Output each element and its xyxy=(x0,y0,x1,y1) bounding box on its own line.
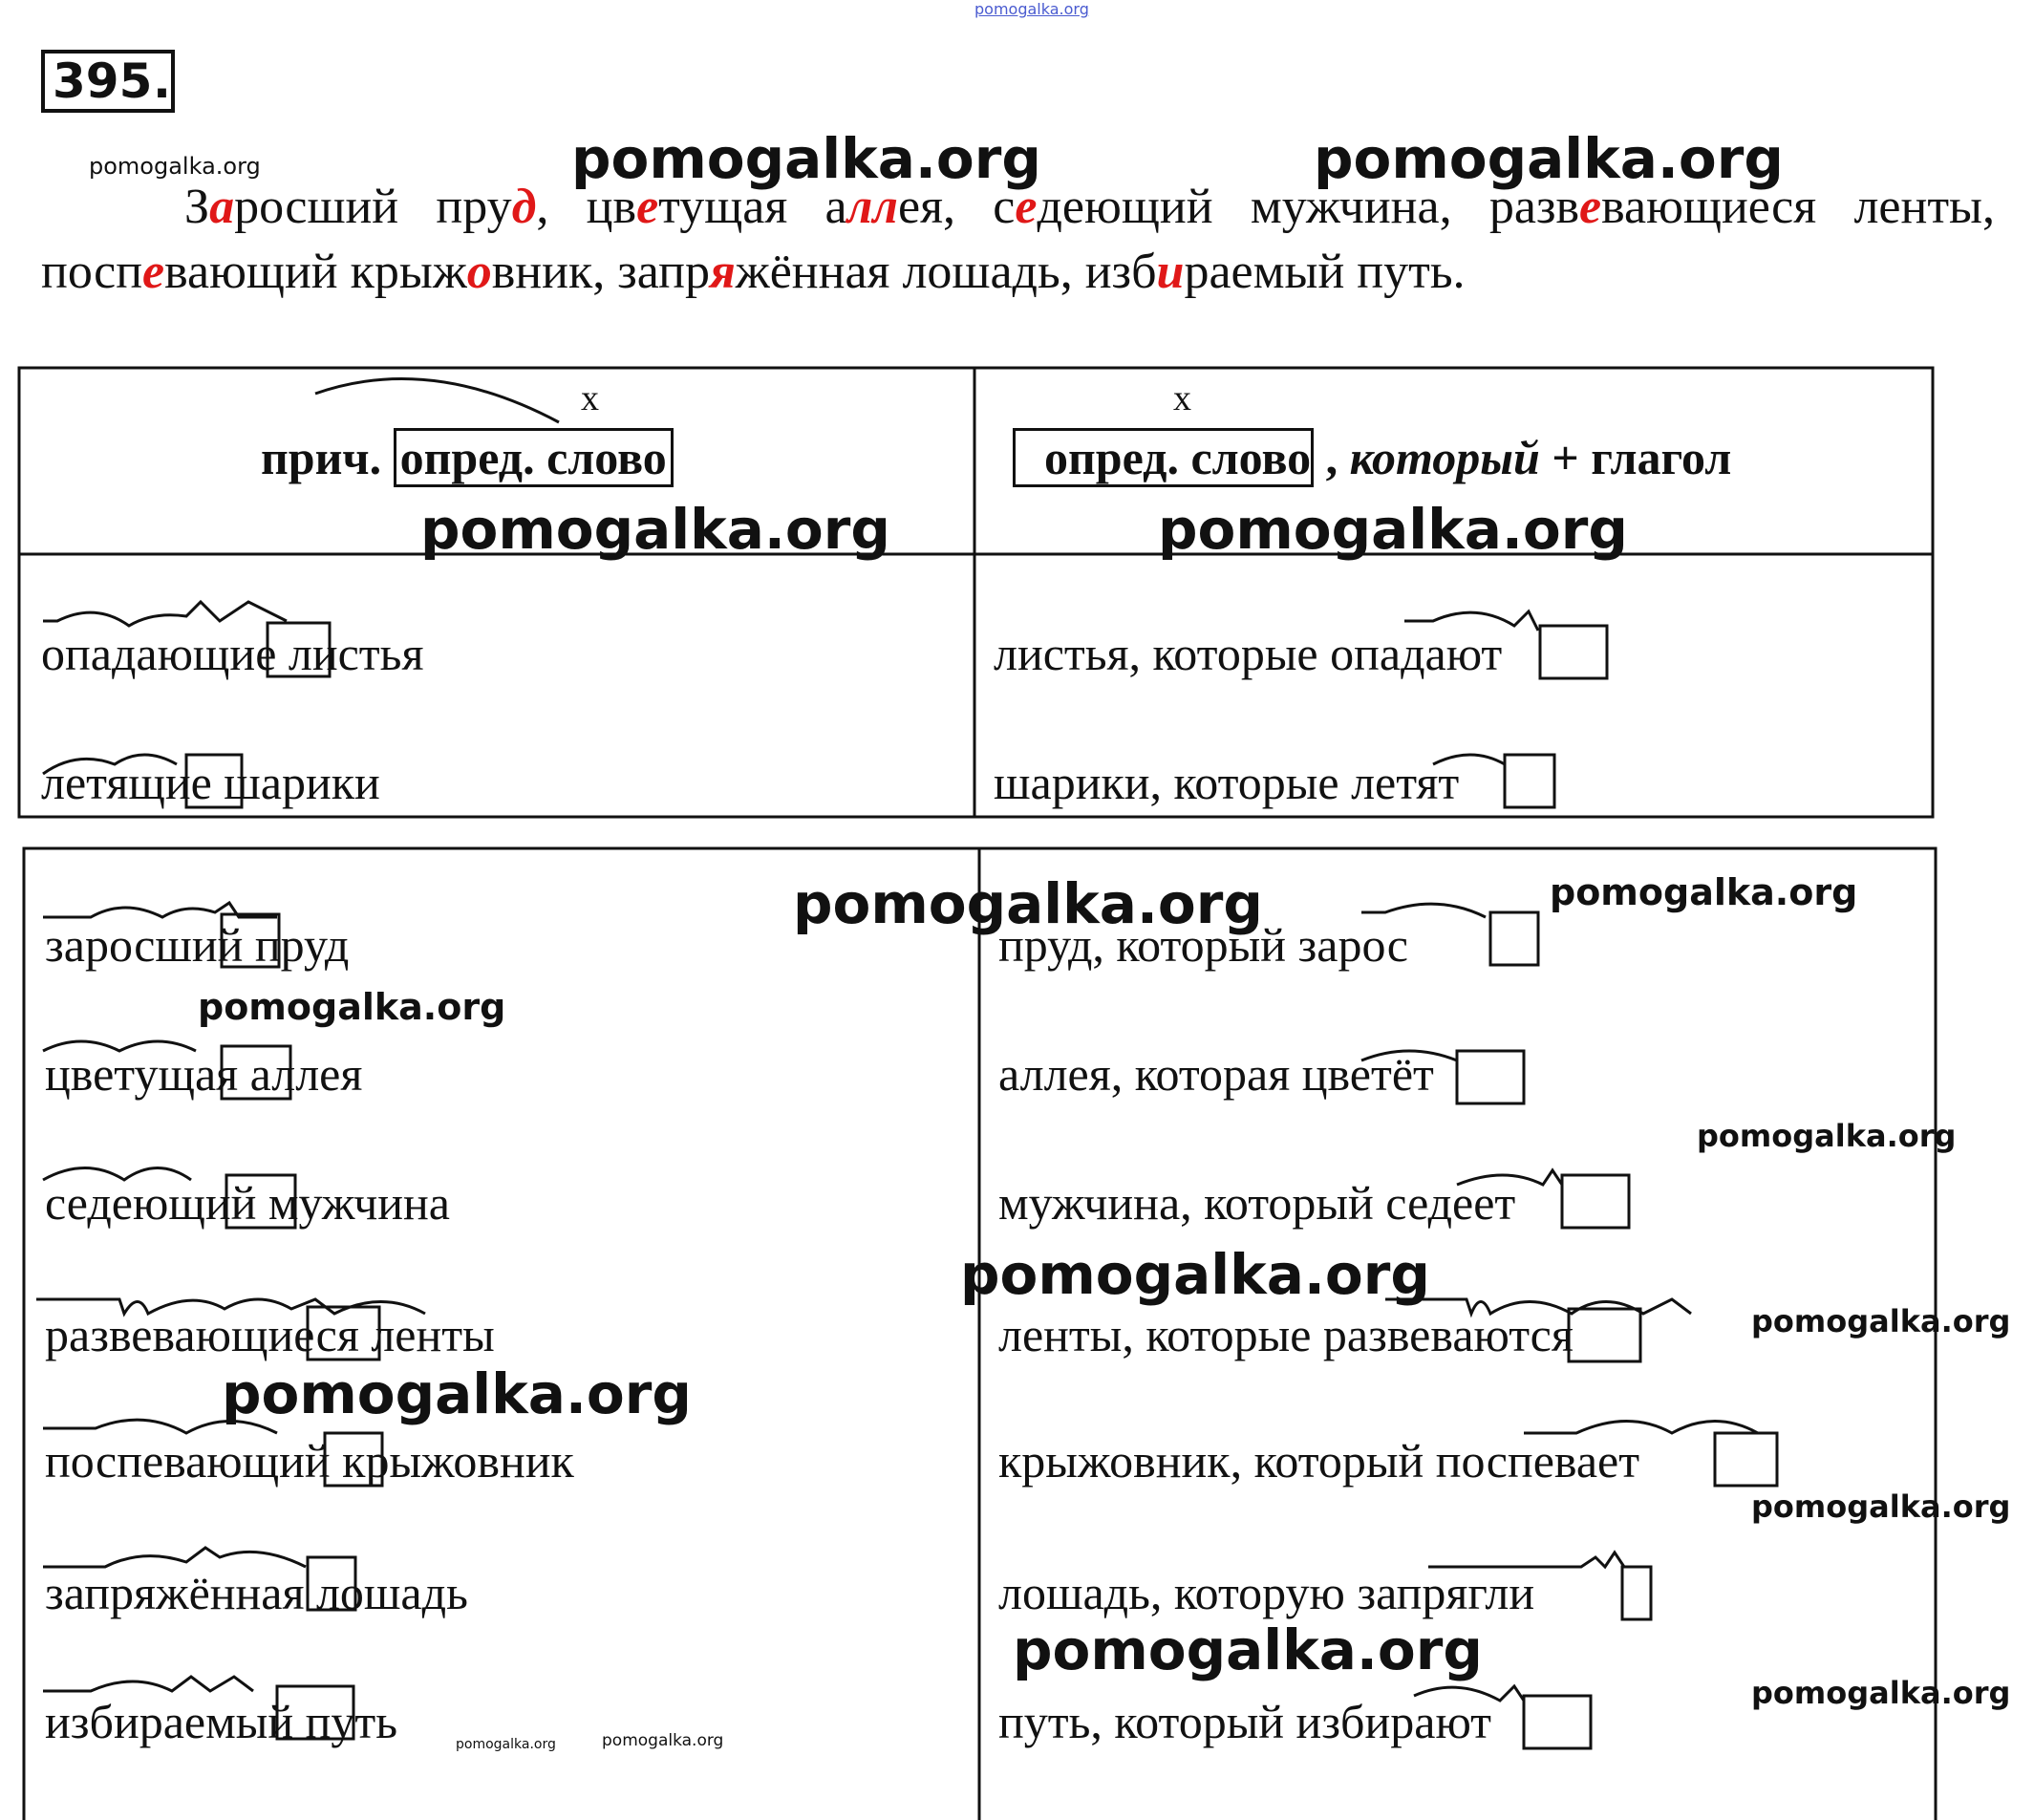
watermark: pomogalka.org xyxy=(420,497,890,562)
text-segment: росший пру xyxy=(234,180,512,234)
highlighted-letter: лл xyxy=(846,180,898,234)
answer-left-1: заросший пруд xyxy=(45,918,350,972)
answer-right-3: мужчина, который седеет xyxy=(998,1176,1516,1230)
exercise-number: 395 xyxy=(41,50,175,113)
highlighted-letter: е xyxy=(142,245,165,299)
watermark: pomogalka.org xyxy=(198,986,506,1028)
highlighted-letter: е xyxy=(1015,180,1038,234)
header-right-comma: , xyxy=(1314,431,1338,484)
answer-right-1: пруд, который зарос xyxy=(998,918,1408,972)
text-segment: З xyxy=(184,180,210,234)
highlighted-letter: д xyxy=(511,180,537,234)
header-left-boxed: опред. слово xyxy=(394,428,674,487)
example-right-1: листья, которые опадают xyxy=(994,627,1503,680)
text-segment: тущая а xyxy=(658,180,847,234)
stress-mark: x xyxy=(1173,378,1191,418)
highlighted-letter: о xyxy=(466,245,492,299)
answer-left-6: запряжённая лошадь xyxy=(45,1566,468,1619)
watermark: pomogalka.org xyxy=(793,871,1263,936)
exercise-number-dot: . xyxy=(153,54,171,109)
text-segment: вник, запр xyxy=(491,245,710,299)
watermark: pomogalka.org xyxy=(1751,1675,2011,1711)
highlighted-letter: а xyxy=(209,180,235,234)
watermark: pomogalka.org xyxy=(571,126,1041,191)
watermark: pomogalka.org xyxy=(602,1731,724,1750)
header-right-boxed: опред. слово xyxy=(1013,428,1314,487)
watermark: pomogalka.org xyxy=(974,0,1089,18)
answer-left-2: цветущая аллея xyxy=(45,1047,363,1101)
highlighted-letter: е xyxy=(636,180,659,234)
example-left-2: летящие шарики xyxy=(41,756,380,809)
stress-mark: x xyxy=(581,378,599,418)
watermark: pomogalka.org xyxy=(89,153,261,180)
example-left-1: опадающие листья xyxy=(41,627,424,680)
answer-right-4: ленты, которые развеваются xyxy=(998,1308,1574,1361)
text-segment: раемый путь. xyxy=(1184,245,1466,299)
watermark: pomogalka.org xyxy=(1550,871,1858,913)
answer-left-3: седеющий мужчина xyxy=(45,1176,450,1230)
watermark: pomogalka.org xyxy=(960,1242,1430,1307)
text-segment: вающиеся ленты, посп xyxy=(41,180,1995,299)
watermark: pomogalka.org xyxy=(1751,1303,2011,1339)
header-right xyxy=(1013,430,1731,485)
example-right-2: шарики, которые летят xyxy=(994,756,1460,809)
text-segment: , цв xyxy=(536,180,637,234)
answer-right-5: крыжовник, который поспевает xyxy=(998,1434,1640,1488)
text-segment: деющий мужчина, разв xyxy=(1037,180,1580,234)
watermark: pomogalka.org xyxy=(1314,126,1784,191)
header-right-italic: который xyxy=(1349,431,1540,484)
header-right-suffix: + глагол xyxy=(1539,431,1732,484)
header-left-prefix: прич. xyxy=(261,431,382,484)
watermark: pomogalka.org xyxy=(222,1361,692,1426)
answer-left-7: избираемый путь xyxy=(45,1695,397,1748)
text-segment: ея, с xyxy=(897,180,1016,234)
highlighted-letter: я xyxy=(710,245,736,299)
highlighted-letter: е xyxy=(1579,180,1602,234)
watermark: pomogalka.org xyxy=(1697,1118,1957,1154)
answer-left-4: развевающиеся ленты xyxy=(45,1308,495,1361)
text-segment: жённая лошадь, изб xyxy=(735,245,1157,299)
answer-left-5: поспевающий крыжовник xyxy=(45,1434,574,1488)
text-segment: вающий крыж xyxy=(164,245,467,299)
answer-right-2: аллея, которая цветёт xyxy=(998,1047,1434,1101)
header-left xyxy=(261,430,674,485)
answer-right-6: лошадь, которую запрягли xyxy=(998,1566,1535,1619)
watermark: pomogalka.org xyxy=(456,1737,556,1752)
answer-right-7: путь, который избирают xyxy=(998,1695,1491,1748)
watermark: pomogalka.org xyxy=(1158,497,1628,562)
watermark: pomogalka.org xyxy=(1751,1488,2011,1525)
watermark: pomogalka.org xyxy=(1013,1617,1483,1682)
highlighted-letter: и xyxy=(1156,245,1185,299)
